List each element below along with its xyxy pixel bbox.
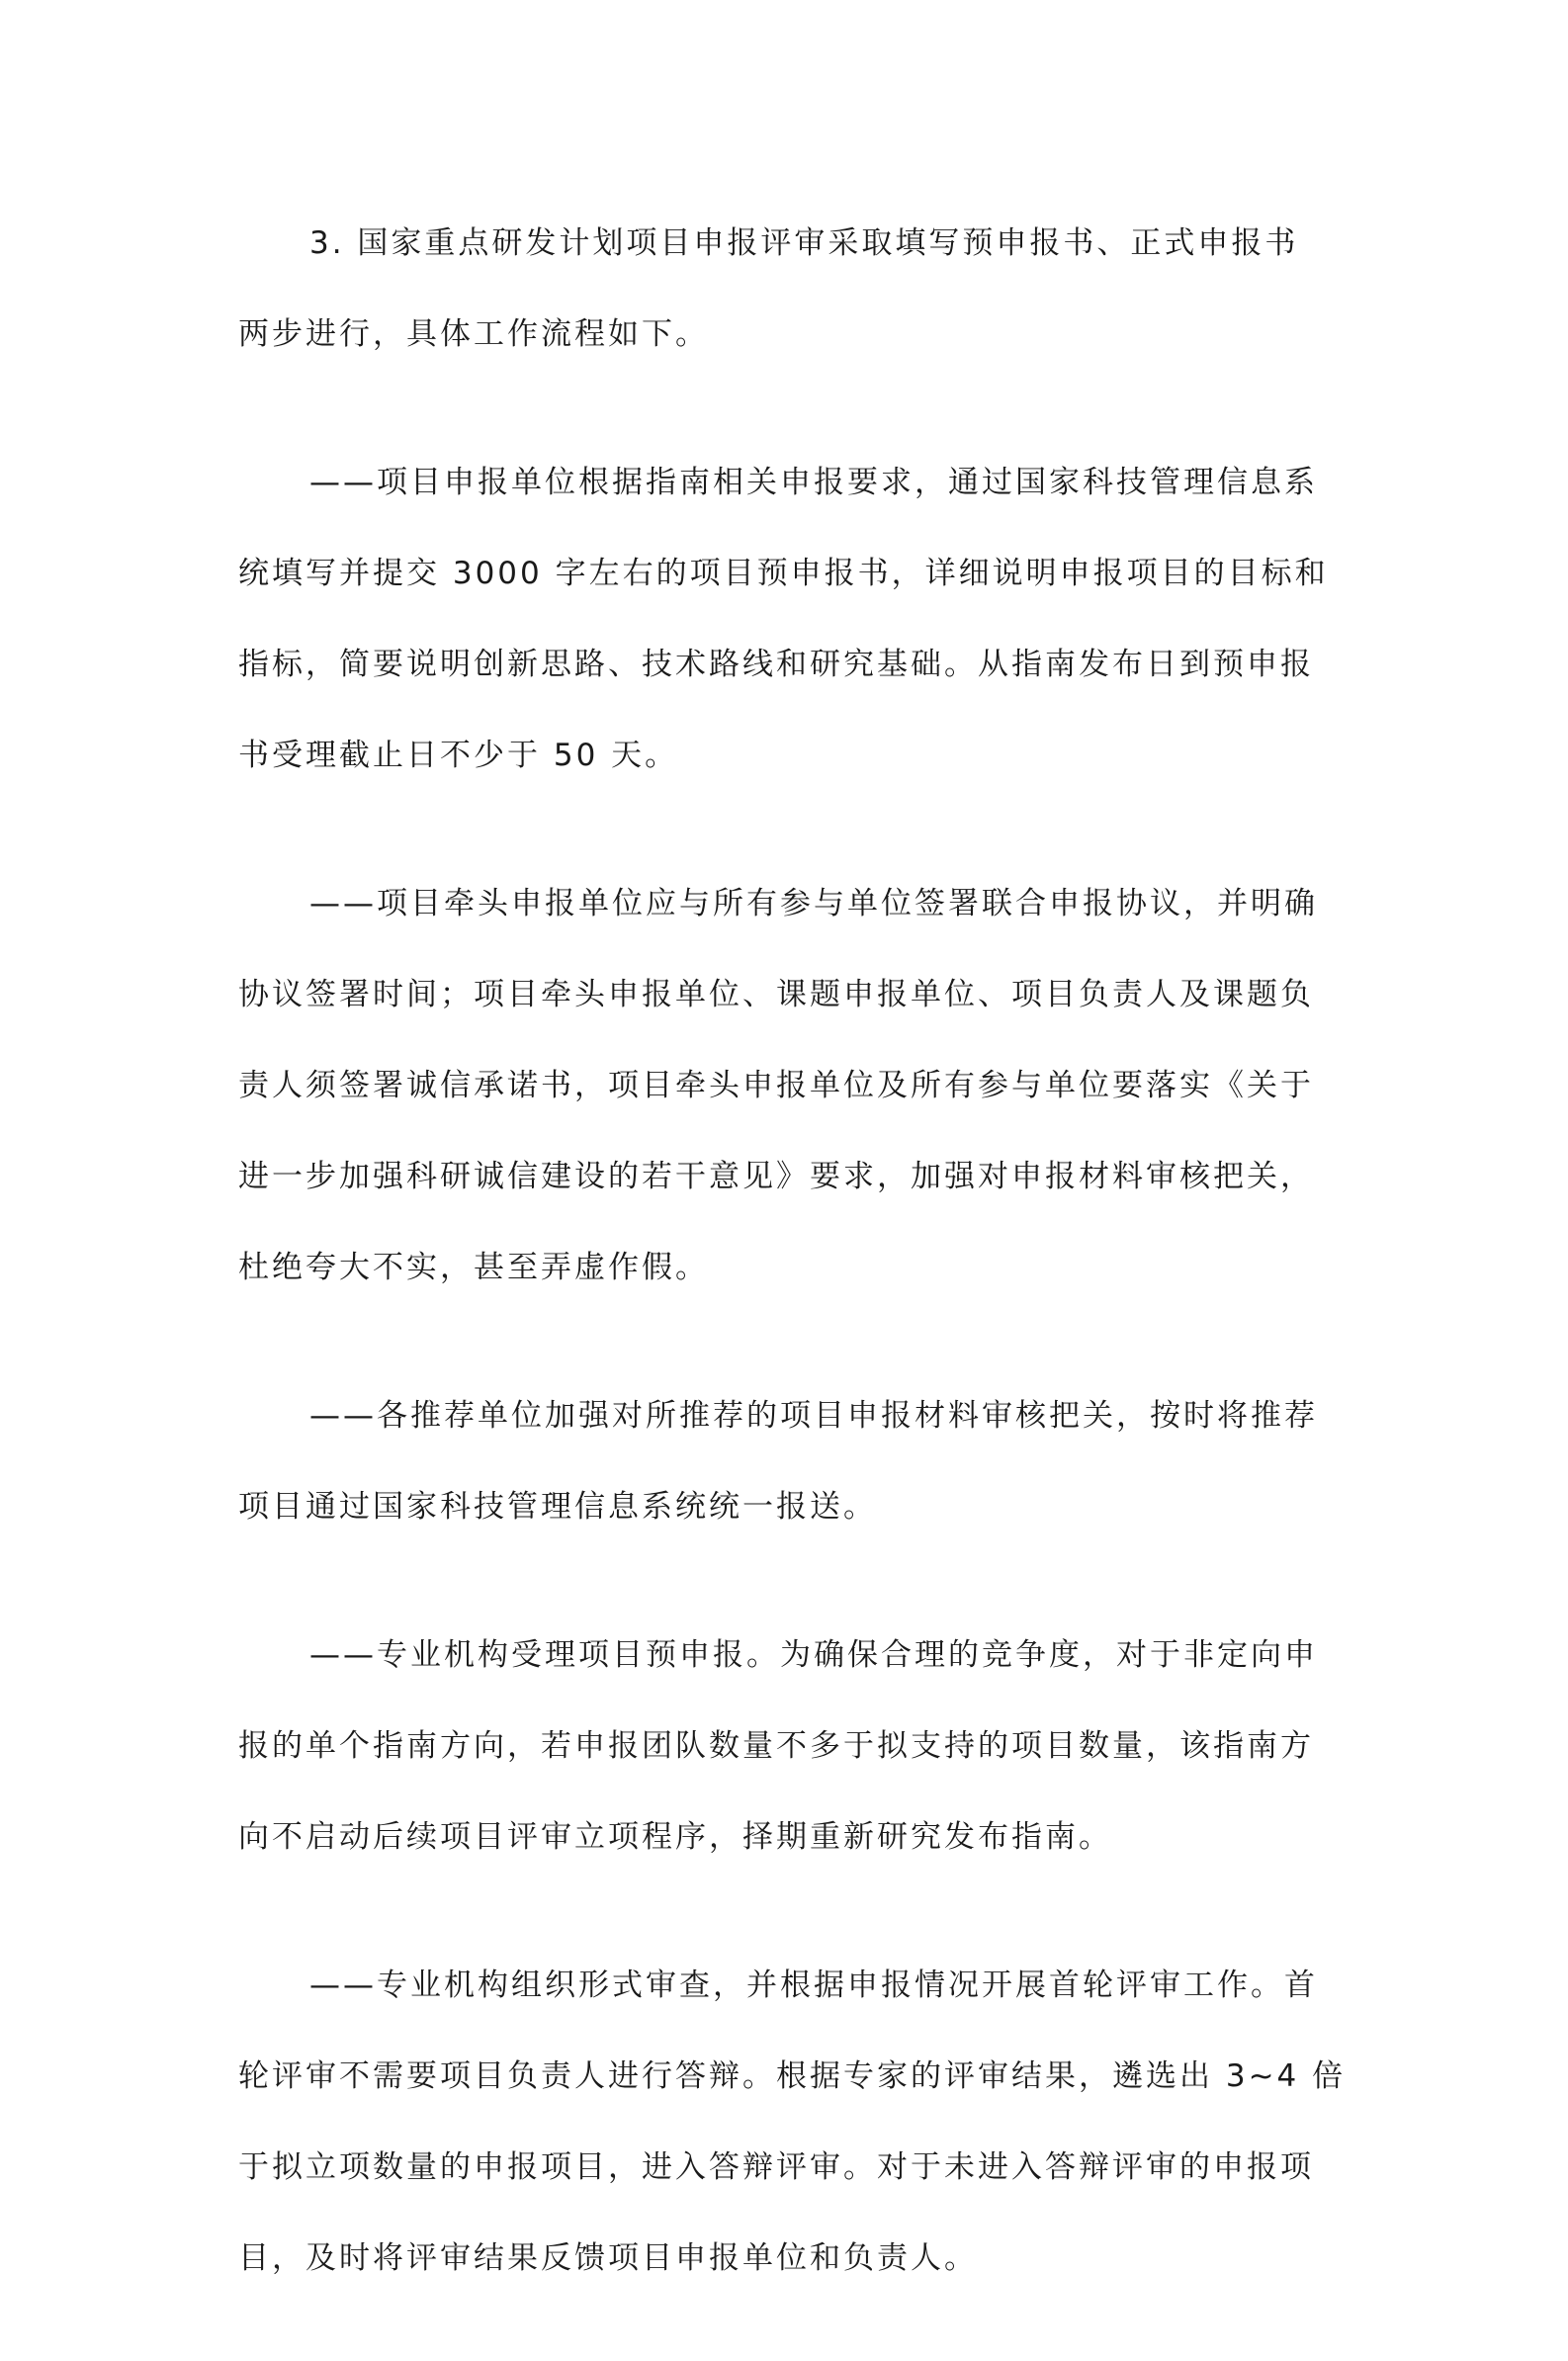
paragraph-line: 目，及时将评审结果反馈项目申报单位和负责人。 — [238, 2240, 978, 2276]
paragraph-line: 统填写并提交 3000 字左右的项目预申报书，详细说明申报项目的目标和 — [238, 556, 1329, 591]
paragraph-line: 项目通过国家科技管理信息系统统一报送。 — [238, 1489, 877, 1525]
paragraph-line: 报的单个指南方向，若申报团队数量不多于拟支持的项目数量，该指南方 — [238, 1728, 1314, 1764]
paragraph-line: 指标，简要说明创新思路、技术路线和研究基础。从指南发布日到预申报 — [238, 647, 1314, 682]
paragraph-workflow-intro — [238, 198, 1336, 380]
document-body — [238, 198, 1347, 2361]
paragraph-acceptance — [238, 1610, 1336, 1882]
paragraph-line: ——各推荐单位加强对所推荐的项目申报材料审核把关，按时将推荐 — [309, 1398, 1318, 1434]
paragraph-line: 两步进行，具体工作流程如下。 — [238, 316, 709, 352]
paragraph-line: ——专业机构组织形式审查，并根据申报情况开展首轮评审工作。首 — [309, 1968, 1318, 2003]
paragraph-line: ——项目申报单位根据指南相关申报要求，通过国家科技管理信息系 — [309, 465, 1318, 500]
paragraph-line: ——项目牵头申报单位应与所有参与单位签署联合申报协议，并明确 — [309, 886, 1318, 921]
paragraph-line: 杜绝夸大不实，甚至弄虚作假。 — [238, 1250, 709, 1285]
paragraph-line: 责人须签署诚信承诺书，项目牵头申报单位及所有参与单位要落实《关于 — [238, 1068, 1314, 1103]
paragraph-line: 于拟立项数量的申报项目，进入答辩评审。对于未进入答辩评审的申报项 — [238, 2149, 1314, 2185]
paragraph-line: 3. 国家重点研发计划项目申报评审采取填写预申报书、正式申报书 — [309, 225, 1299, 261]
paragraph-line: 进一步加强科研诚信建设的若干意见》要求，加强对申报材料审核把关， — [238, 1159, 1314, 1194]
paragraph-pre-application — [238, 437, 1336, 801]
paragraph-line: 协议签署时间；项目牵头申报单位、课题申报单位、项目负责人及课题负 — [238, 977, 1314, 1012]
paragraph-joint-agreement — [238, 858, 1336, 1313]
paragraph-line: 书受理截止日不少于 50 天。 — [238, 738, 679, 773]
paragraph-first-review — [238, 1940, 1347, 2304]
paragraph-line: ——专业机构受理项目预申报。为确保合理的竞争度，对于非定向申 — [309, 1637, 1318, 1673]
paragraph-line: 向不启动后续项目评审立项程序，择期重新研究发布指南。 — [238, 1819, 1112, 1855]
paragraph-line: 轮评审不需要项目负责人进行答辩。根据专家的评审结果，遴选出 3~4 倍 — [238, 2058, 1347, 2094]
paragraph-recommending-units — [238, 1370, 1336, 1552]
